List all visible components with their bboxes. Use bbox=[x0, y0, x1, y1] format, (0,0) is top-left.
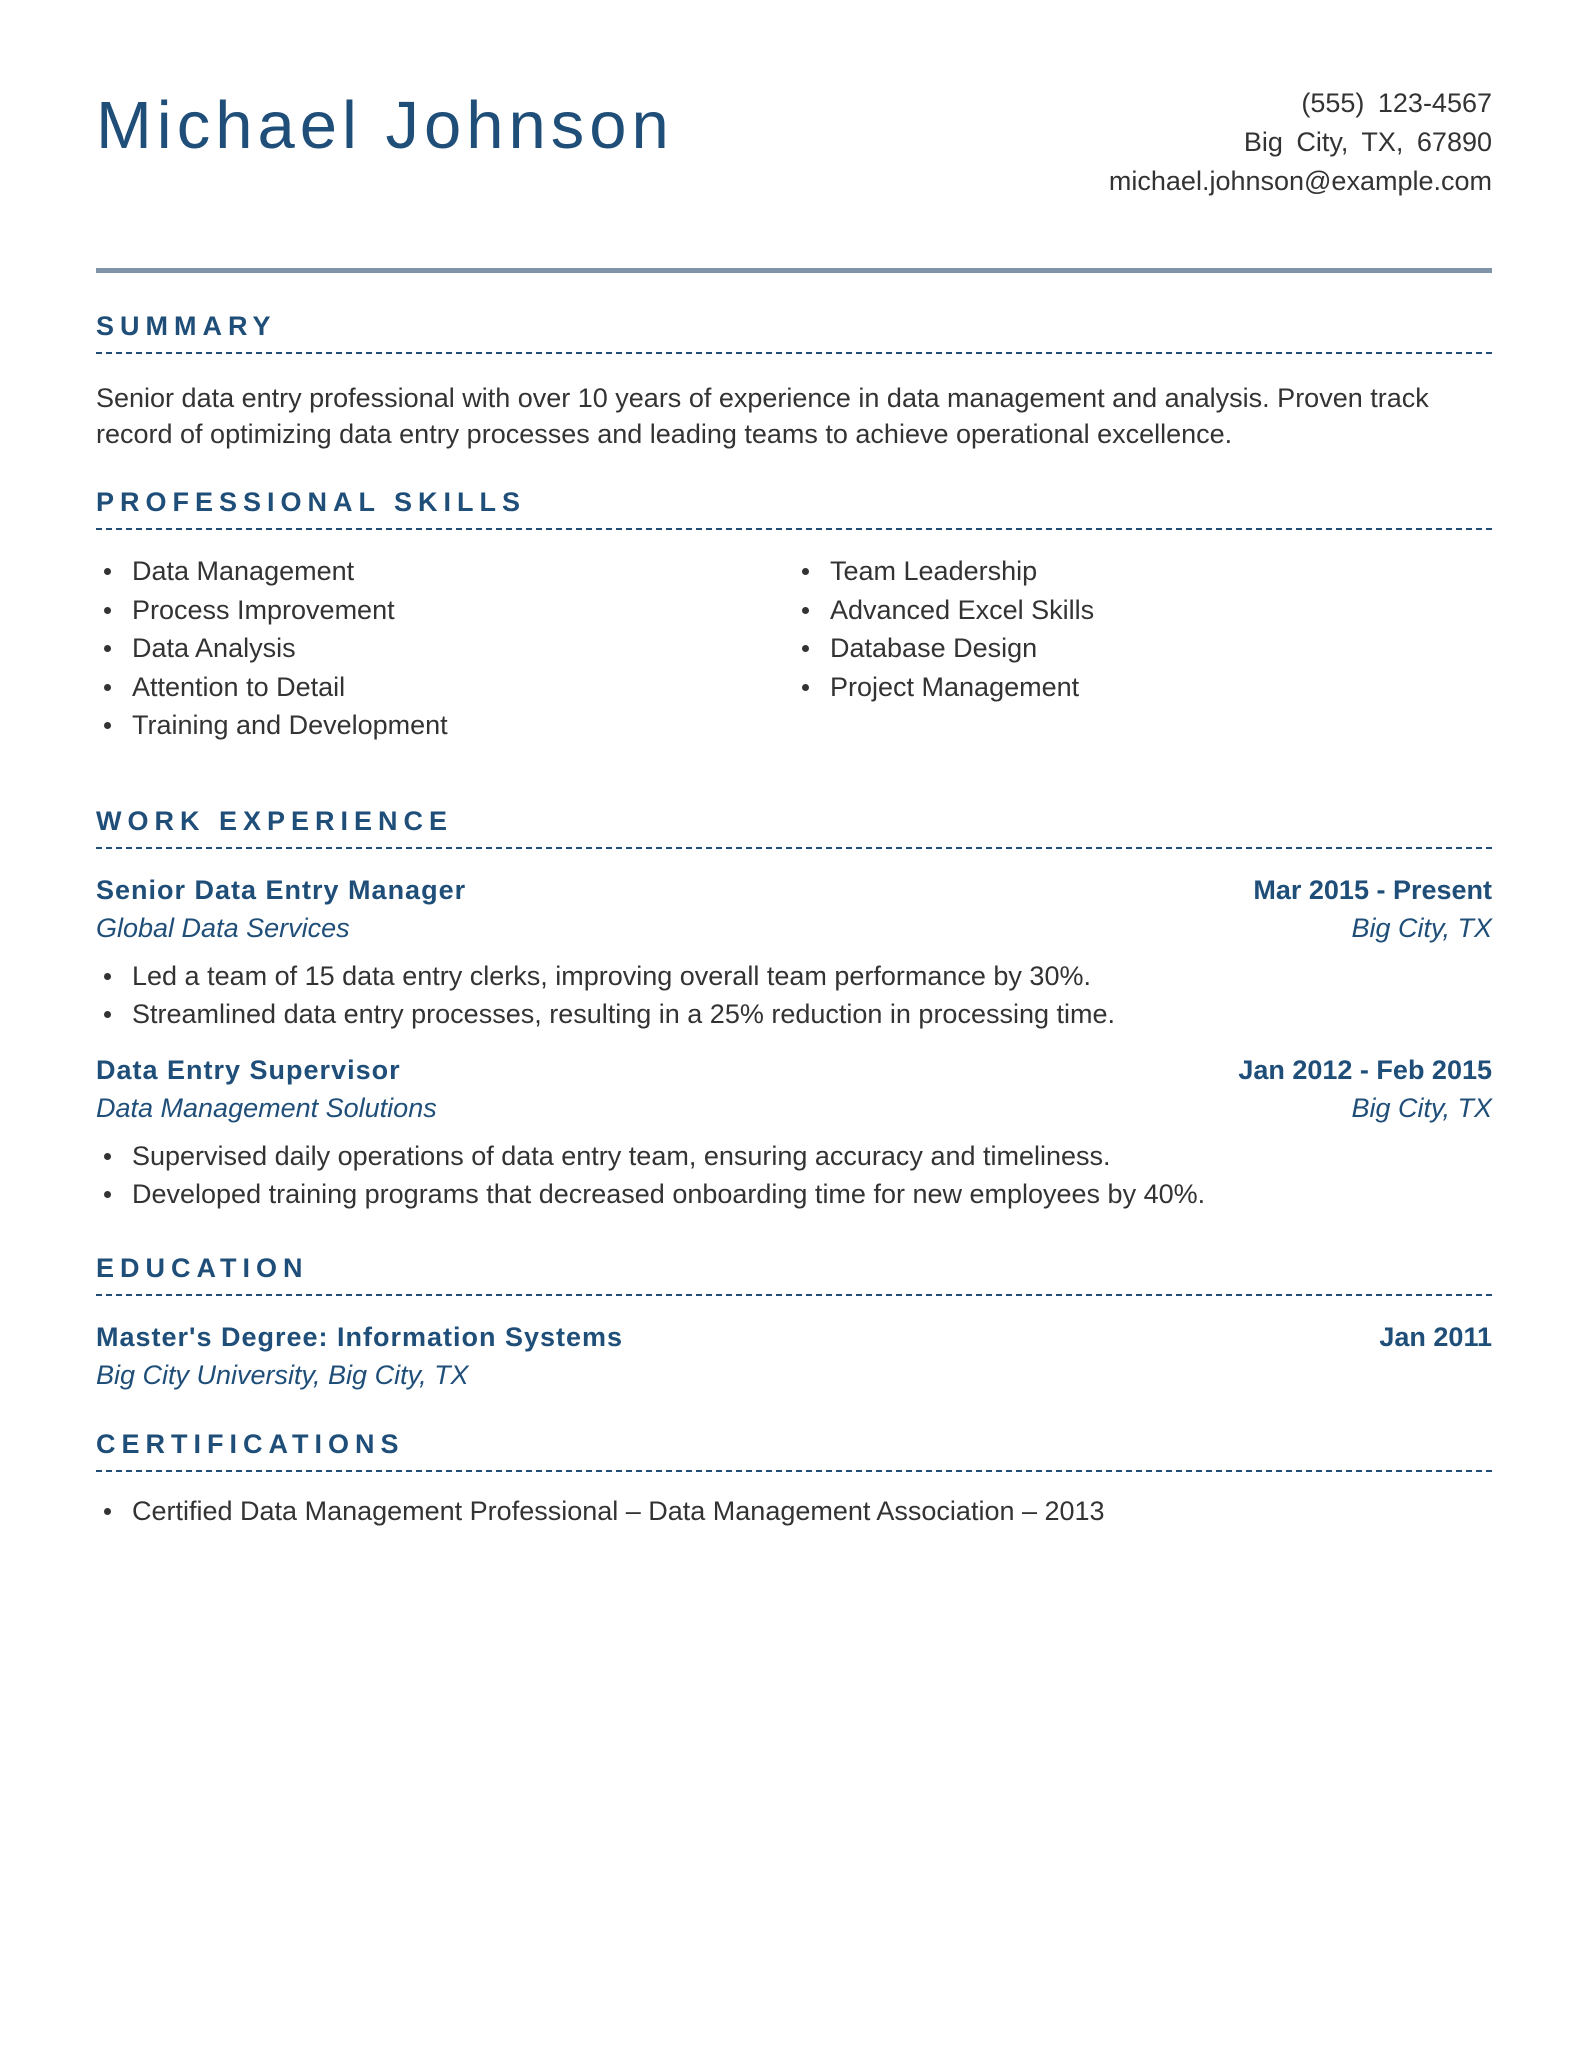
header-divider bbox=[96, 268, 1492, 273]
job-entry bbox=[96, 871, 1492, 1034]
job-header bbox=[96, 1051, 1492, 1089]
degree-title: Master's Degree: Information Systems bbox=[96, 1321, 624, 1352]
skill-item: Data Management bbox=[96, 552, 794, 591]
degree-date: Jan 2011 bbox=[1379, 1321, 1492, 1352]
education-subheader bbox=[96, 1356, 1492, 1394]
job-company: Global Data Services bbox=[96, 912, 350, 943]
job-subheader bbox=[96, 909, 1492, 947]
summary-text: Senior data entry professional with over 10 years of experience in data management and analysis. Proven track record of optimizing data entry processes and leading teams to achieve operational excellence. bbox=[96, 383, 1429, 449]
skills-grid bbox=[96, 552, 1492, 745]
skill-item: Advanced Excel Skills bbox=[794, 591, 1492, 630]
job-bullets bbox=[96, 1137, 1492, 1214]
certifications-list bbox=[96, 1492, 1492, 1531]
skill-item: Data Analysis bbox=[96, 629, 794, 668]
skill-item: Training and Development bbox=[96, 706, 794, 745]
certifications-heading: CERTIFICATIONS bbox=[96, 1428, 1492, 1472]
job-location: Big City, TX bbox=[1351, 1092, 1492, 1123]
contact-email: michael.johnson@example.com bbox=[1108, 166, 1492, 196]
summary-section bbox=[96, 310, 1492, 452]
skills-column-left bbox=[96, 552, 794, 745]
education-header bbox=[96, 1318, 1492, 1356]
job-bullet: Streamlined data entry processes, resulting in a 25% reduction in processing time. bbox=[96, 995, 1492, 1034]
job-bullet: Led a team of 15 data entry clerks, improving overall team performance by 30%. bbox=[96, 957, 1492, 996]
job-title: Data Entry Supervisor bbox=[96, 1054, 401, 1085]
job-header bbox=[96, 871, 1492, 909]
resume-header bbox=[96, 0, 1492, 272]
skills-column-right bbox=[794, 552, 1492, 745]
skills-section bbox=[96, 486, 1492, 745]
experience-section bbox=[96, 805, 1492, 1214]
job-dates: Mar 2015 - Present bbox=[1253, 874, 1492, 905]
certification-item: Certified Data Management Professional – Data Management Association – 2013 bbox=[96, 1492, 1492, 1531]
job-bullet: Supervised daily operations of data entry team, ensuring accuracy and timeliness. bbox=[96, 1137, 1492, 1176]
job-subheader bbox=[96, 1089, 1492, 1127]
skill-item: Database Design bbox=[794, 629, 1492, 668]
candidate-name: Michael Johnson bbox=[96, 88, 674, 163]
skill-item: Project Management bbox=[794, 668, 1492, 707]
education-heading: EDUCATION bbox=[96, 1252, 1492, 1296]
job-dates: Jan 2012 - Feb 2015 bbox=[1238, 1054, 1492, 1085]
school-name: Big City University, Big City, TX bbox=[96, 1359, 469, 1390]
skill-item: Team Leadership bbox=[794, 552, 1492, 591]
job-title: Senior Data Entry Manager bbox=[96, 874, 467, 905]
contact-phone: (555) 123-4567 bbox=[1301, 88, 1492, 118]
job-entry bbox=[96, 1051, 1492, 1214]
skill-item: Attention to Detail bbox=[96, 668, 794, 707]
certifications-section bbox=[96, 1428, 1492, 1531]
resume-page bbox=[96, 0, 1492, 1530]
contact-info bbox=[1109, 84, 1492, 201]
skill-item: Process Improvement bbox=[96, 591, 794, 630]
job-company: Data Management Solutions bbox=[96, 1092, 437, 1123]
skills-heading: PROFESSIONAL SKILLS bbox=[96, 486, 1492, 530]
contact-location: Big City, TX, 67890 bbox=[1243, 127, 1492, 157]
education-section bbox=[96, 1252, 1492, 1394]
job-location: Big City, TX bbox=[1351, 912, 1492, 943]
experience-heading: WORK EXPERIENCE bbox=[96, 805, 1492, 849]
summary-heading: SUMMARY bbox=[96, 310, 1492, 354]
job-bullets bbox=[96, 957, 1492, 1034]
job-bullet: Developed training programs that decreased onboarding time for new employees by 40%. bbox=[96, 1175, 1492, 1214]
